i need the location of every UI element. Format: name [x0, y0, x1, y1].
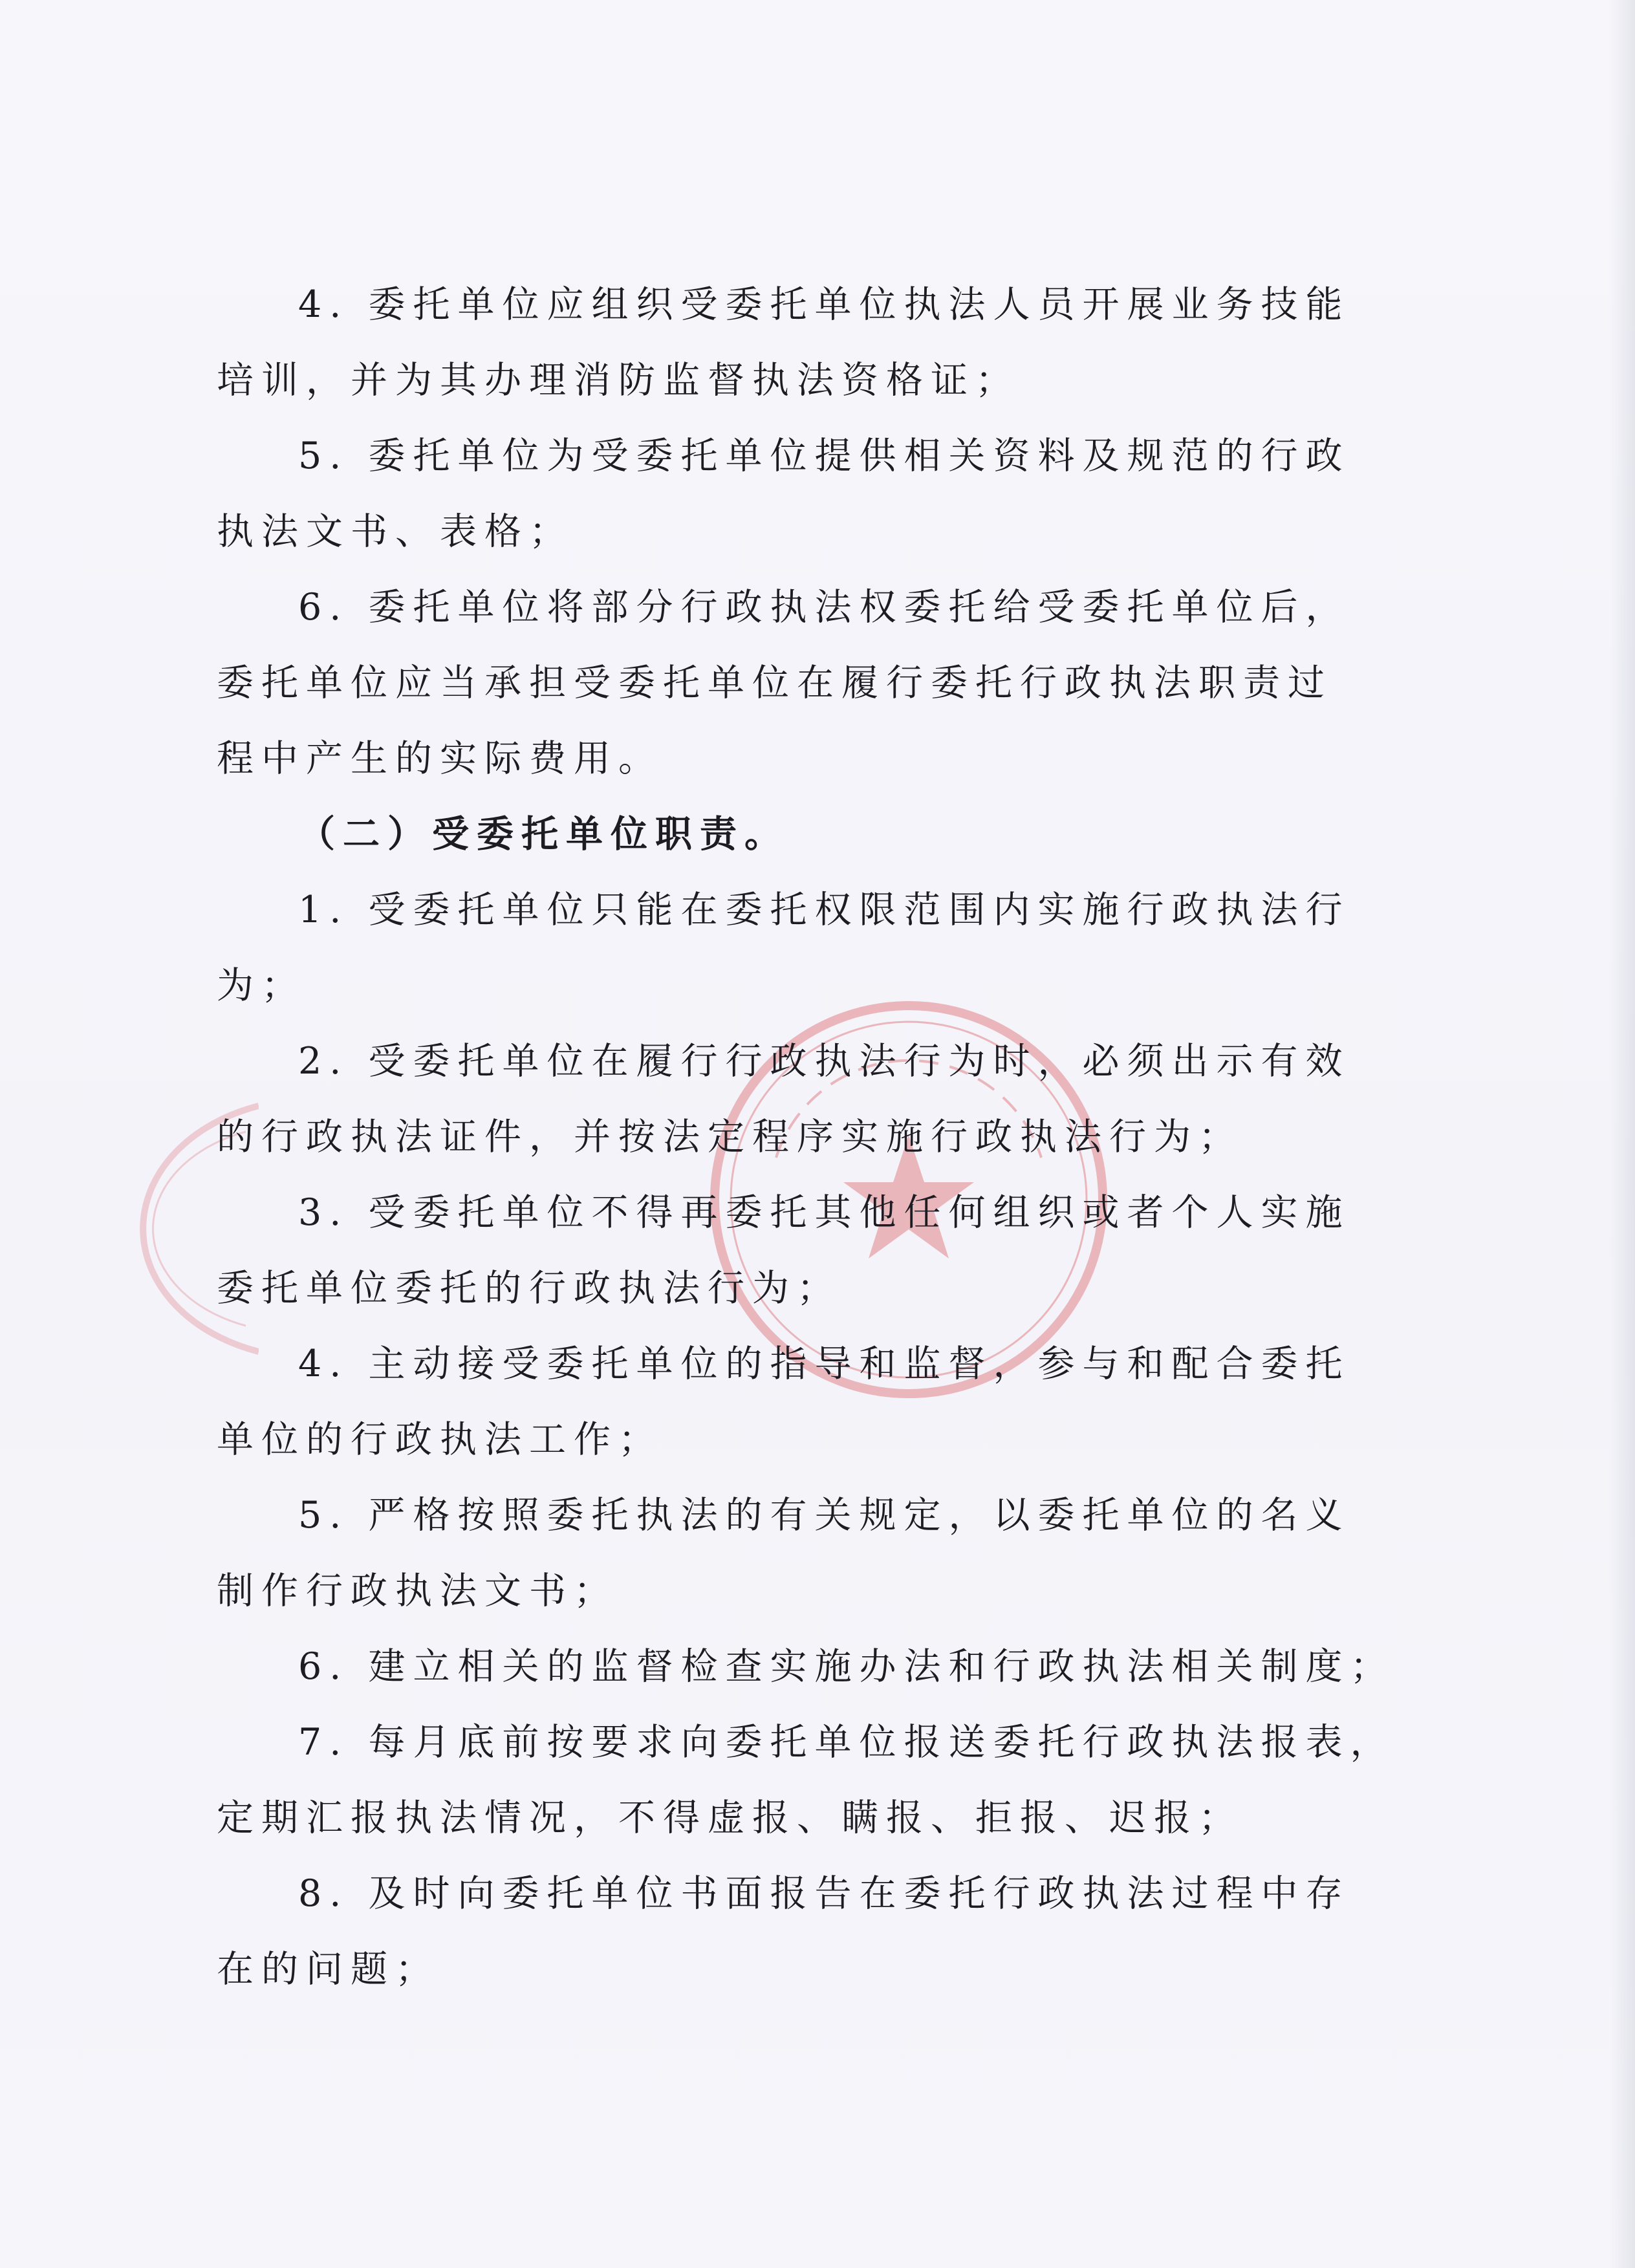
text-line: 委托单位应当承担受委托单位在履行委托行政执法职责过: [217, 662, 1332, 704]
text-line: 制作行政执法文书；: [217, 1570, 618, 1612]
text-line: 培训，并为其办理消防监督执法资格证；: [217, 359, 1020, 402]
text-line: 1. 受委托单位只能在委托权限范围内实施行政执法行: [298, 889, 1350, 931]
text-line: 6. 委托单位将部分行政执法权委托给受委托单位后，: [298, 586, 1350, 629]
text-line: 7. 每月底前按要求向委托单位报送委托行政执法报表，: [298, 1721, 1395, 1764]
section-heading: （二）受委托单位职责。: [298, 812, 789, 856]
text-line: 单位的行政执法工作；: [217, 1418, 663, 1461]
text-line: 5. 严格按照委托执法的有关规定，以委托单位的名义: [298, 1494, 1350, 1537]
text-line: 4. 主动接受委托单位的指导和监督，参与和配合委托: [298, 1343, 1350, 1385]
document-body: [217, 275, 1395, 2015]
text-line: 2. 受委托单位在履行行政执法行为时，必须出示有效: [298, 1040, 1350, 1083]
text-line: 4. 委托单位应组织受委托单位执法人员开展业务技能: [298, 283, 1350, 326]
scan-edge-shadow: [1609, 0, 1635, 2268]
text-line: 在的问题；: [217, 1948, 440, 1991]
text-line: 8. 及时向委托单位书面报告在委托行政执法过程中存: [298, 1872, 1350, 1915]
text-line: 执法文书、表格；: [217, 510, 574, 553]
text-line: 定期汇报执法情况，不得虚报、瞒报、拒报、迟报；: [217, 1797, 1243, 1839]
text-line: 3. 受委托单位不得再委托其他任何组织或者个人实施: [298, 1191, 1350, 1234]
text-line: 的行政执法证件，并按法定程序实施行政执法行为；: [217, 1116, 1243, 1158]
text-line: 为；: [217, 964, 306, 1007]
text-line: 6. 建立相关的监督检查实施办法和行政执法相关制度；: [298, 1645, 1395, 1688]
text-line: 5. 委托单位为受委托单位提供相关资料及规范的行政: [298, 435, 1350, 477]
text-line: 程中产生的实际费用。: [217, 737, 663, 780]
text-line: 委托单位委托的行政执法行为；: [217, 1267, 841, 1310]
